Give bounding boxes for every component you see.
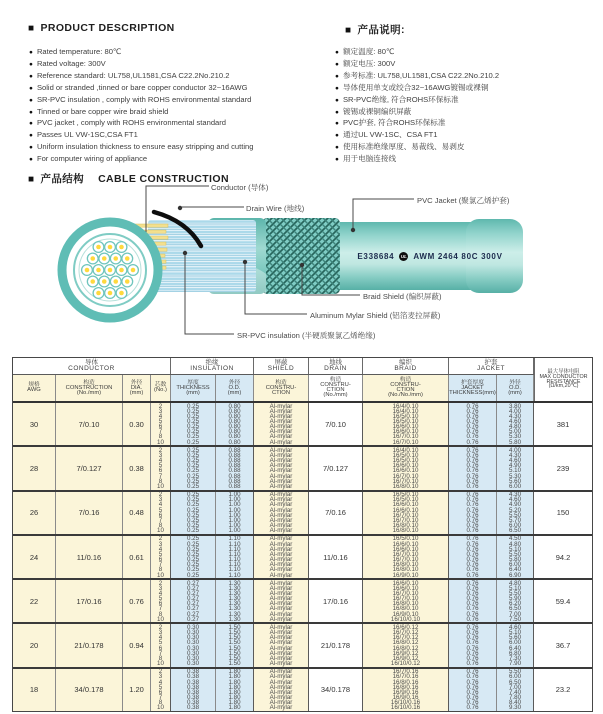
- table-cell-resistance: 23.2: [534, 669, 592, 711]
- table-cell-shield: Al-mylar Al-mylar Al-mylar Al-mylar Al-mylar Al-mylar Al-mylar Al-mylar: [254, 403, 309, 445]
- bullet-item: [335, 83, 595, 95]
- table-cell-awg: 20: [13, 624, 56, 666]
- group-header-en: BRAID: [394, 364, 417, 372]
- cable-construction-diagram: [0, 168, 603, 360]
- sub-header-line: THICKNESS: [176, 384, 210, 391]
- braid-section: [262, 218, 340, 294]
- product-cn-list: [335, 47, 595, 166]
- spec-table-body: [13, 403, 592, 711]
- table-cell-cores: 2 3 4 5 6 7 8 10: [151, 624, 171, 666]
- braid-shield-label: Braid Shield (编织屏蔽): [363, 292, 442, 301]
- table-cell-resistance: 381: [534, 403, 592, 445]
- bullet-icon: ●: [335, 72, 339, 80]
- resistance-header: [534, 358, 592, 401]
- bullet-text: For computer wiring of appliance: [36, 154, 148, 164]
- table-cell-dia: 0.76: [123, 580, 151, 622]
- bullet-item: [29, 107, 349, 119]
- sub-header-line: CONSTRUCTION: [65, 384, 113, 391]
- sub-header-cell: [216, 375, 254, 401]
- bullet-item: [29, 142, 349, 154]
- resistance-header-line: MAX CONDUCTOR: [539, 373, 588, 380]
- table-cell-construction: 21/0.178: [56, 624, 123, 666]
- table-cell-resistance: 150: [534, 492, 592, 534]
- bullet-text: 额定温度: 80℃: [342, 47, 395, 56]
- table-cell-ins_thickness: 0.25 0.25 0.25 0.25 0.25 0.25 0.25 0.25: [171, 447, 216, 489]
- group-header-cn: 护套: [484, 359, 498, 366]
- sub-header-line: CTION: [396, 387, 415, 393]
- group-header-en: CONDUCTOR: [68, 364, 115, 372]
- sub-header-line: CONSTRU-: [265, 384, 297, 391]
- table-cell-jacket_thickness: 0.76 0.76 0.76 0.76 0.76 0.76 0.76 0.76: [449, 536, 497, 578]
- sub-header-line: AWG: [27, 387, 41, 393]
- product-description-title-text: PRODUCT DESCRIPTION: [40, 22, 175, 34]
- product-cn-title-text: 产品说明:: [357, 24, 405, 36]
- table-row: [13, 403, 592, 447]
- table-cell-ins_od: 1.80 1.80 1.80 1.80 1.80 1.80 1.80 1.80: [216, 669, 254, 711]
- table-row: [13, 447, 592, 491]
- bullet-item: [29, 130, 349, 142]
- sub-header-line: 护套厚度: [460, 379, 485, 386]
- ul-file-number: E338684: [357, 251, 395, 261]
- table-cell-ins_od: 0.80 0.80 0.80 0.80 0.80 0.80 0.80 0.80: [216, 403, 254, 445]
- table-cell-jacket_thickness: 0.76 0.76 0.76 0.76 0.76 0.76 0.76 0.76: [449, 492, 497, 534]
- table-cell-construction: 7/0.10: [56, 403, 123, 445]
- bullet-icon: ●: [29, 84, 33, 92]
- sub-header-line: CTION: [271, 389, 291, 396]
- section-square-icon: ■: [28, 174, 35, 185]
- sub-header-line: 构造: [399, 377, 412, 383]
- bullet-text: 用于电脑连接线: [342, 154, 397, 164]
- table-cell-braid: 16/5/0.10 16/5/0.10 16/6/0.10 16/6/0.10 16/7/0.10 16/7/0.10 16/8/0.10 16/8/0.10: [363, 492, 449, 534]
- bullet-item: [335, 142, 595, 154]
- table-cell-ins_od: 1.30 1.30 1.30 1.30 1.30 1.30 1.30 1.30: [216, 580, 254, 622]
- table-cell-dia: 0.38: [123, 447, 151, 489]
- table-cell-ins_od: 1.10 1.10 1.10 1.10 1.10 1.10 1.10 1.10: [216, 536, 254, 578]
- bullet-icon: ●: [335, 60, 339, 68]
- sub-header-line: (mm): [186, 389, 200, 396]
- table-cell-awg: 26: [13, 492, 56, 534]
- bullet-text: SR-PVC insulation , comply with ROHS environmental standard: [36, 94, 252, 104]
- bullet-text: Passes UL VW-1SC,CSA FT1: [36, 130, 138, 140]
- table-cell-dia: 0.30: [123, 403, 151, 445]
- group-header-cn: 屏蔽: [274, 359, 288, 366]
- table-cell-braid: 16/6/0.10 16/6/0.10 16/7/0.10 16/7/0.10 16/8/0.10 16/8/0.10 16/9/0.10 16/10/0.10: [363, 580, 449, 622]
- table-cell-awg: 24: [13, 536, 56, 578]
- bullet-icon: ●: [29, 132, 33, 140]
- sub-header-cell: [151, 375, 171, 401]
- group-header-cell: [309, 358, 363, 374]
- table-cell-jacket_od: 4.30 4.60 4.90 5.20 5.50 5.70 6.00 6.50: [497, 492, 534, 534]
- table-cell-cores: 2 3 4 5 6 7 8 10: [151, 669, 171, 711]
- bullet-item: [335, 154, 595, 166]
- sub-header-cell: [363, 375, 449, 401]
- bullet-icon: ●: [335, 49, 339, 56]
- table-cell-drain: 7/0.16: [309, 492, 363, 534]
- sub-header-cell: [309, 375, 363, 401]
- sub-header-line: O.D.: [509, 384, 521, 391]
- table-cell-braid: 16/7/0.16 16/7/0.16 16/8/0.16 16/8/0.16 16/9/0.16 16/9/0.16 16/10/0.16 16/10/0.16: [363, 669, 449, 711]
- bullet-icon: ●: [335, 108, 339, 116]
- table-cell-shield: Al-mylar Al-mylar Al-mylar Al-mylar Al-mylar Al-mylar Al-mylar Al-mylar: [254, 492, 309, 534]
- table-cell-ins_od: 1.50 1.50 1.50 1.50 1.50 1.50 1.50 1.50: [216, 624, 254, 666]
- jacket-spec-text: AWM 2464 80C 300V: [413, 251, 503, 261]
- construction-title-en: CABLE CONSTRUCTION: [98, 173, 229, 185]
- conductor-label: Conductor (导体): [211, 183, 269, 192]
- bullet-text: Uniform insulation thickness to ensure easy stripping and cutting: [36, 142, 254, 152]
- table-row: [13, 492, 592, 536]
- bullet-icon: ●: [29, 108, 33, 116]
- group-header-cell: [363, 358, 449, 374]
- group-header-cell: [254, 358, 309, 374]
- table-cell-braid: 16/5/0.10 16/6/0.10 16/6/0.10 16/7/0.10 16/7/0.10 16/8/0.10 16/8/0.10 16/9/0.10: [363, 536, 449, 578]
- table-cell-construction: 11/0.16: [56, 536, 123, 578]
- table-cell-drain: 7/0.10: [309, 403, 363, 445]
- table-cell-jacket_od: 4.00 4.30 4.60 4.90 5.10 5.30 5.60 6.00: [497, 447, 534, 489]
- table-cell-drain: 21/0.178: [309, 624, 363, 666]
- sub-header-line: (No./mm): [323, 392, 348, 398]
- table-cell-awg: 18: [13, 669, 56, 711]
- pvc-jacket-label: PVC Jacket (聚氯乙烯护套): [417, 196, 510, 205]
- table-cell-awg: 28: [13, 447, 56, 489]
- sub-header-line: 外径: [130, 379, 143, 386]
- table-cell-ins_thickness: 0.25 0.25 0.25 0.25 0.25 0.25 0.25 0.25: [171, 492, 216, 534]
- bullet-icon: ●: [335, 132, 339, 140]
- spec-table: [12, 357, 593, 712]
- table-cell-jacket_od: 3.80 4.00 4.30 4.60 4.80 5.00 5.30 5.80: [497, 403, 534, 445]
- table-cell-jacket_od: 5.50 6.00 6.50 7.00 7.40 7.80 8.40 9.30: [497, 669, 534, 711]
- table-cell-shield: Al-mylar Al-mylar Al-mylar Al-mylar Al-mylar Al-mylar Al-mylar Al-mylar: [254, 669, 309, 711]
- table-cell-cores: 2 3 4 5 6 7 8 10: [151, 403, 171, 445]
- table-cell-jacket_thickness: 0.76 0.76 0.76 0.76 0.76 0.76 0.76 0.76: [449, 447, 497, 489]
- jacket-print: [348, 250, 512, 262]
- sub-header-line: CTION: [326, 387, 345, 393]
- table-cell-shield: Al-mylar Al-mylar Al-mylar Al-mylar Al-mylar Al-mylar Al-mylar Al-mylar: [254, 624, 309, 666]
- bullet-text: 导体使用单支或绞合32~16AWG镀锡或裸铜: [342, 82, 489, 92]
- bullet-item: [29, 59, 349, 71]
- bullet-text: Reference standard: UL758,UL1581,CSA C22.2No.210.2: [36, 70, 230, 80]
- table-cell-drain: 11/0.16: [309, 536, 363, 578]
- table-cell-construction: 7/0.16: [56, 492, 123, 534]
- table-cell-braid: 16/4/0.10 16/5/0.10 16/5/0.10 16/6/0.10 16/6/0.10 16/7/0.10 16/7/0.10 16/8/0.10: [363, 447, 449, 489]
- group-header-en: INSULATION: [190, 364, 234, 372]
- group-header-cell: [171, 358, 254, 374]
- sub-header-line: (No.): [154, 387, 167, 393]
- table-row: [13, 669, 592, 711]
- table-cell-resistance: 36.7: [534, 624, 592, 666]
- construction-title-cn: 产品结构: [40, 173, 85, 185]
- table-cell-cores: 2 3 4 5 6 7 8 10: [151, 492, 171, 534]
- bullet-item: [335, 95, 595, 107]
- bullet-item: [335, 47, 595, 59]
- table-cell-drain: 7/0.127: [309, 447, 363, 489]
- sub-header-line: CONSTRU-: [390, 382, 421, 388]
- group-header-en: JACKET: [477, 364, 505, 372]
- group-header-cell: [13, 358, 171, 374]
- bullet-text: Solid or stranded ,tinned or bare copper conductor 32~16AWG: [36, 82, 248, 92]
- table-cell-jacket_od: 4.50 4.80 5.10 5.50 5.80 6.00 6.40 6.90: [497, 536, 534, 578]
- group-header-en: SHIELD: [267, 364, 295, 372]
- table-cell-resistance: 94.2: [534, 536, 592, 578]
- group-header-cn: 编织: [399, 359, 412, 366]
- bullet-item: [335, 107, 595, 119]
- sub-header-line: 规格: [28, 382, 40, 388]
- table-cell-resistance: 239: [534, 447, 592, 489]
- bullet-text: 使用标准绝缘厚度、易裁线、易剥皮: [342, 142, 465, 152]
- sub-header-cell: [56, 375, 123, 401]
- cable-cross-section: [62, 222, 158, 318]
- product-description-list: [29, 47, 349, 166]
- sub-header-line: O.D.: [228, 384, 241, 391]
- bullet-item: [29, 47, 349, 59]
- table-cell-braid: 16/6/0.12 16/7/0.12 16/7/0.12 16/8/0.12 16/8/0.12 16/9/0.12 16/9/0.12 16/10/0.12: [363, 624, 449, 666]
- sub-header-cell: [449, 375, 497, 401]
- table-cell-construction: 17/0.16: [56, 580, 123, 622]
- sub-header-line: (No./mm): [76, 389, 102, 396]
- table-cell-ins_od: 0.88 0.88 0.88 0.88 0.88 0.88 0.88 0.88: [216, 447, 254, 489]
- bullet-icon: ●: [29, 120, 33, 128]
- bullet-text: Tinned or bare copper wire braid shield: [36, 106, 169, 116]
- bullet-item: [335, 118, 595, 130]
- table-cell-ins_thickness: 0.38 0.38 0.38 0.38 0.38 0.38 0.38 0.38: [171, 669, 216, 711]
- bullet-text: 额定电压: 300V: [342, 58, 396, 68]
- table-cell-dia: 0.48: [123, 492, 151, 534]
- sub-header-line: 构造: [83, 379, 95, 386]
- sub-header-line: JACKET: [461, 384, 484, 391]
- table-cell-cores: 2 3 4 5 6 7 8 10: [151, 447, 171, 489]
- table-cell-dia: 0.61: [123, 536, 151, 578]
- group-header-cn: 绝缘: [205, 359, 219, 366]
- sub-header-line: (mm): [508, 389, 522, 396]
- table-cell-cores: 2 3 4 5 6 7 8 10: [151, 580, 171, 622]
- table-cell-jacket_od: 4.60 5.10 5.60 6.00 6.40 6.80 7.30 7.90: [497, 624, 534, 666]
- product-description-title: [28, 22, 175, 34]
- bullet-text: Rated voltage: 300V: [36, 58, 106, 68]
- table-cell-cores: 2 3 4 5 6 7 8 10: [151, 536, 171, 578]
- table-row: [13, 536, 592, 580]
- table-cell-jacket_od: 4.80 5.10 5.50 5.90 6.20 6.50 7.00 7.50: [497, 580, 534, 622]
- bullet-icon: ●: [335, 144, 339, 152]
- sub-header-cell: [13, 375, 56, 401]
- sub-header-cell: [254, 375, 309, 401]
- table-cell-resistance: 59.4: [534, 580, 592, 622]
- table-cell-shield: Al-mylar Al-mylar Al-mylar Al-mylar Al-mylar Al-mylar Al-mylar Al-mylar: [254, 447, 309, 489]
- spec-table-sub-header: [13, 375, 592, 403]
- bullet-icon: ●: [29, 156, 33, 164]
- table-cell-awg: 30: [13, 403, 56, 445]
- bullet-icon: ●: [335, 120, 339, 128]
- drain-wire-label: Drain Wire (地线): [246, 204, 305, 213]
- bullet-text: 通过UL VW-1SC、CSA FT1: [342, 130, 438, 140]
- table-cell-awg: 22: [13, 580, 56, 622]
- table-cell-drain: 17/0.16: [309, 580, 363, 622]
- bullet-item: [29, 154, 349, 166]
- sub-header-line: THICKNESS(mm): [449, 389, 496, 396]
- sub-header-line: 构造: [275, 379, 287, 386]
- sub-header-line: (No./No./mm): [388, 392, 423, 398]
- bullet-item: [335, 130, 595, 142]
- bullet-icon: ●: [335, 84, 339, 92]
- ul-mark-icon: UL: [400, 253, 407, 259]
- bullet-icon: ●: [29, 144, 33, 152]
- mylar-shield-label: Aluminum Mylar Shield (铝箔麦拉屏蔽): [310, 311, 441, 320]
- table-cell-construction: 34/0.178: [56, 669, 123, 711]
- table-row: [13, 624, 592, 668]
- table-cell-ins_thickness: 0.27 0.27 0.27 0.27 0.27 0.27 0.27 0.27: [171, 580, 216, 622]
- sub-header-line: 芯数: [154, 382, 167, 388]
- sr-pvc-label: SR-PVC insulation (半硬质聚氯乙烯绝缘): [237, 331, 376, 340]
- sub-header-line: CONSTRU-: [320, 382, 351, 388]
- sub-header-line: (mm): [129, 389, 144, 396]
- sub-header-line: 厚度: [187, 379, 199, 386]
- table-cell-jacket_thickness: 0.76 0.76 0.76 0.76 0.76 0.76 0.76 0.76: [449, 624, 497, 666]
- resistance-header-line: RESISTANCE: [546, 378, 581, 385]
- bullet-text: 镀锡或裸铜编织屏蔽: [342, 106, 412, 116]
- table-cell-ins_thickness: 0.25 0.25 0.25 0.25 0.25 0.25 0.25 0.25: [171, 403, 216, 445]
- group-header-cell: [449, 358, 534, 374]
- bullet-icon: ●: [29, 96, 33, 104]
- table-cell-shield: Al-mylar Al-mylar Al-mylar Al-mylar Al-mylar Al-mylar Al-mylar Al-mylar: [254, 580, 309, 622]
- section-square-icon: ■: [345, 25, 352, 36]
- bullet-text: SR-PVC绝缘, 符合ROHS环保标准: [342, 94, 459, 104]
- bullet-icon: ●: [29, 49, 33, 56]
- group-header-cn: 地线: [329, 359, 342, 366]
- sub-header-line: DIA.: [130, 384, 143, 391]
- bullet-text: Rated temperature: 80℃: [36, 47, 122, 56]
- table-cell-ins_thickness: 0.30 0.30 0.30 0.30 0.30 0.30 0.30 0.30: [171, 624, 216, 666]
- table-cell-dia: 1.20: [123, 669, 151, 711]
- group-header-en: DRAIN: [324, 364, 347, 372]
- table-cell-drain: 34/0.178: [309, 669, 363, 711]
- bullet-icon: ●: [335, 96, 339, 104]
- bullet-item: [29, 71, 349, 83]
- bullet-item: [335, 59, 595, 71]
- resistance-header-line: 最大导体电阻: [547, 368, 580, 375]
- sub-header-cell: [123, 375, 151, 401]
- table-cell-ins_od: 1.00 1.00 1.00 1.00 1.00 1.00 1.00 1.00: [216, 492, 254, 534]
- bullet-item: [335, 71, 595, 83]
- bullet-text: PVC护套, 符合ROHS环保标准: [342, 118, 446, 128]
- table-cell-braid: 16/4/0.10 16/4/0.10 16/5/0.10 16/5/0.10 16/6/0.10 16/6/0.10 16/7/0.10 16/7/0.10: [363, 403, 449, 445]
- sub-header-cell: [171, 375, 216, 401]
- sub-header-line: 构造: [329, 377, 342, 383]
- spec-table-group-header: [13, 358, 592, 375]
- table-cell-jacket_thickness: 0.76 0.76 0.76 0.76 0.76 0.76 0.76 0.76: [449, 403, 497, 445]
- bullet-text: 参考标准: UL758,UL1581,CSA C22.2No.210.2: [342, 70, 500, 80]
- resistance-header-line: (Ω/km,20℃): [548, 383, 579, 390]
- table-cell-dia: 0.94: [123, 624, 151, 666]
- table-cell-jacket_thickness: 0.76 0.76 0.76 0.76 0.76 0.76 0.76 0.76: [449, 580, 497, 622]
- sub-header-line: (mm): [227, 389, 242, 396]
- table-cell-jacket_thickness: 0.76 0.76 0.76 0.76 0.76 0.76 0.76 0.76: [449, 669, 497, 711]
- group-header-cn: 导体: [85, 359, 98, 366]
- bullet-item: [29, 95, 349, 107]
- table-cell-ins_thickness: 0.25 0.25 0.25 0.25 0.25 0.25 0.25 0.25: [171, 536, 216, 578]
- sub-header-line: 外径: [228, 379, 241, 386]
- product-cn-title: [345, 22, 405, 37]
- section-square-icon: ■: [28, 23, 35, 34]
- table-row: [13, 580, 592, 624]
- bullet-item: [29, 118, 349, 130]
- sub-header-line: 外径: [509, 379, 521, 386]
- bullet-item: [29, 83, 349, 95]
- bullet-icon: ●: [29, 72, 33, 80]
- sub-header-cell: [497, 375, 534, 401]
- bullet-icon: ●: [29, 60, 33, 68]
- bullet-icon: ●: [335, 156, 339, 164]
- bullet-text: PVC jacket , comply with ROHS environmental standard: [36, 118, 227, 128]
- table-cell-shield: Al-mylar Al-mylar Al-mylar Al-mylar Al-mylar Al-mylar Al-mylar Al-mylar: [254, 536, 309, 578]
- table-cell-construction: 7/0.127: [56, 447, 123, 489]
